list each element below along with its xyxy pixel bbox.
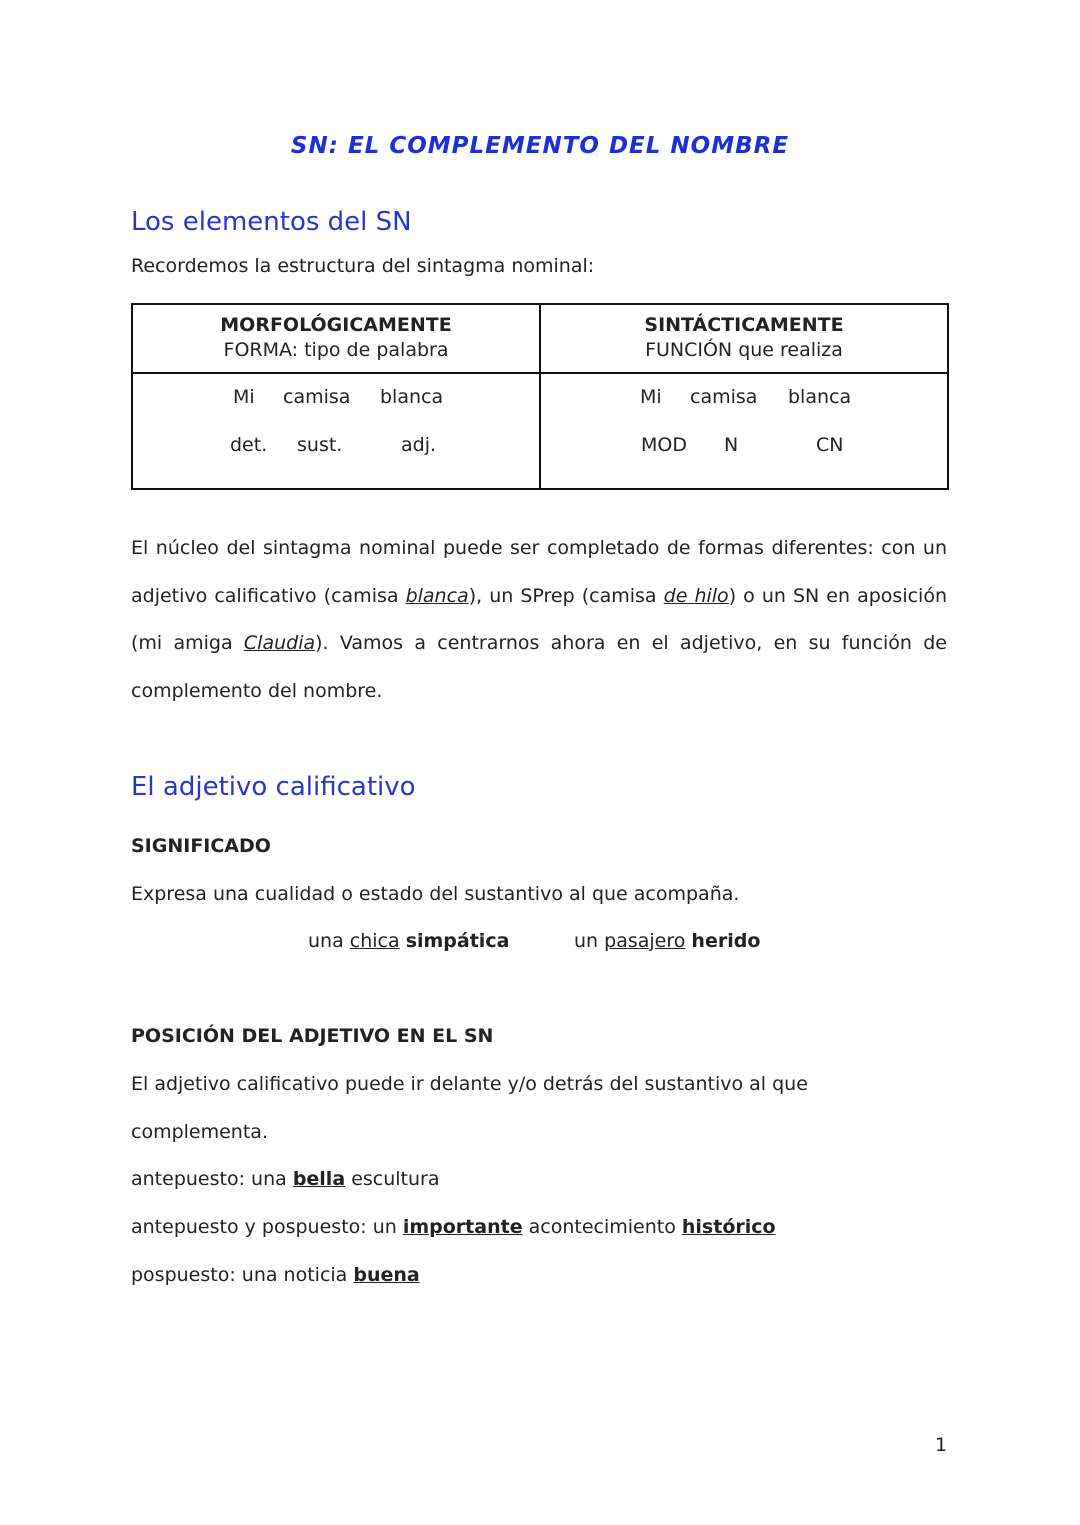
- table-word: Mi: [640, 386, 662, 408]
- example-noun: pasajero: [604, 930, 686, 952]
- header-title: SINTÁCTICAMENTE: [644, 314, 844, 336]
- paragraph-nucleo: [131, 525, 947, 715]
- table-word: blanca: [380, 386, 444, 408]
- example-adjective: histórico: [681, 1216, 776, 1238]
- posicion-text-line1: El adjetivo calificativo puede ir delante y/o detrás del sustantivo al que: [131, 1073, 808, 1095]
- example-antepuesto-pospuesto: [131, 1216, 776, 1238]
- text-run: ). Vamos a centrarnos ahora en el adjetivo, en su función de complemento del nombre.: [131, 632, 947, 702]
- text-run: escultura: [351, 1168, 440, 1190]
- example-adjective: simpática: [405, 930, 510, 952]
- example-underlined: blanca: [405, 584, 469, 607]
- posicion-text-line2: complementa.: [131, 1121, 268, 1143]
- text-run: un: [574, 930, 599, 952]
- structure-table: [131, 303, 949, 490]
- table-divider-horizontal: [133, 372, 947, 374]
- table-tag: det.: [230, 434, 268, 456]
- example-underlined: de hilo: [663, 584, 729, 607]
- table-tag: sust.: [297, 434, 343, 456]
- example-adjective: herido: [691, 930, 761, 952]
- section-heading-elementos: Los elementos del SN: [131, 207, 412, 237]
- text-run: antepuesto: una: [131, 1168, 287, 1190]
- header-subtitle: FORMA: tipo de palabra: [223, 339, 449, 361]
- table-word: camisa: [283, 386, 351, 408]
- example-antepuesto: [131, 1168, 440, 1190]
- table-tag: adj.: [401, 434, 437, 456]
- example-noun: chica: [349, 930, 400, 952]
- table-word: blanca: [788, 386, 852, 408]
- text-run: ) o un SN en aposición (mi amiga: [131, 584, 947, 654]
- example-adjective: buena: [353, 1264, 420, 1286]
- text-run: antepuesto y pospuesto: un: [131, 1216, 397, 1238]
- table-word: Mi: [233, 386, 255, 408]
- table-word: camisa: [690, 386, 758, 408]
- example-adjective: importante: [402, 1216, 523, 1238]
- text-run: una: [308, 930, 344, 952]
- text-run: acontecimiento: [528, 1216, 676, 1238]
- text-run: pospuesto: una noticia: [131, 1264, 348, 1286]
- table-header-sintacticamente: [541, 313, 947, 363]
- example-pospuesto: [131, 1264, 420, 1286]
- example-adjective: bella: [292, 1168, 346, 1190]
- table-header-morfologicamente: [133, 313, 539, 363]
- table-tag: CN: [816, 434, 844, 456]
- header-title: MORFOLÓGICAMENTE: [220, 314, 452, 336]
- text-run: El núcleo del sintagma nominal puede ser completado de formas diferentes: con un adjetivo calificativo (camisa: [131, 537, 947, 607]
- document-title: SN: EL COMPLEMENTO DEL NOMBRE: [290, 133, 790, 159]
- significado-text: Expresa una cualidad o estado del sustantivo al que acompaña.: [131, 883, 740, 905]
- page-number: 1: [935, 1434, 948, 1456]
- table-tag: MOD: [641, 434, 687, 456]
- text-run: ), un SPrep (camisa: [468, 584, 664, 607]
- section-heading-adjetivo: El adjetivo calificativo: [131, 772, 416, 802]
- example-chica-simpatica: [308, 930, 509, 952]
- example-pasajero-herido: [574, 930, 760, 952]
- label-significado: SIGNIFICADO: [131, 835, 271, 857]
- intro-text: Recordemos la estructura del sintagma nominal:: [131, 255, 595, 277]
- header-subtitle: FUNCIÓN que realiza: [645, 339, 843, 361]
- label-posicion: POSICIÓN DEL ADJETIVO EN EL SN: [131, 1025, 494, 1047]
- example-underlined: Claudia: [243, 632, 316, 654]
- table-tag: N: [724, 434, 739, 456]
